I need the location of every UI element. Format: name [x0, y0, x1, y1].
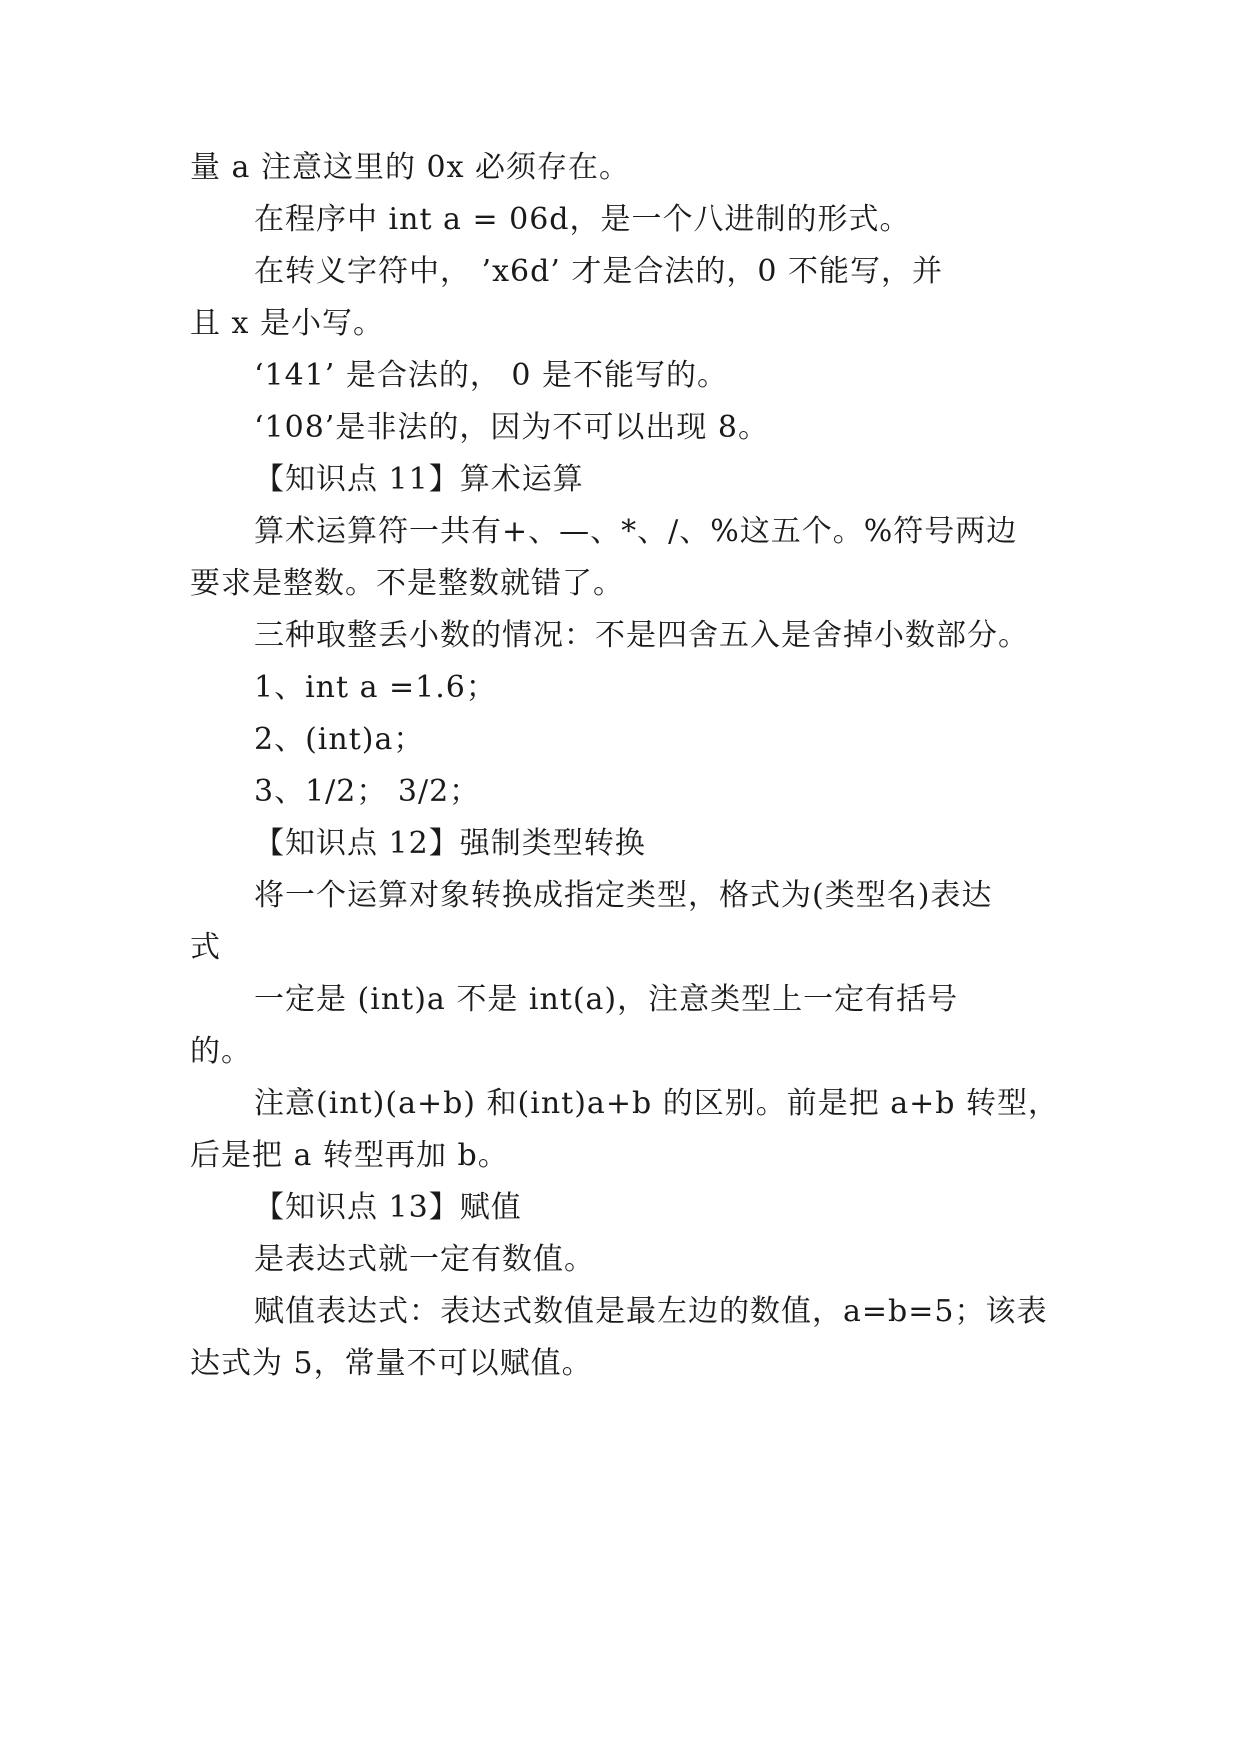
text-line: 赋值表达式：表达式数值是最左边的数值，a=b=5；该表	[254, 1294, 1048, 1329]
text-line: 要求是整数。不是整数就错了。	[190, 566, 624, 601]
text-line: 在转义字符中， ’x6d’ 才是合法的，0 不能写，并	[254, 254, 943, 289]
text-line: 在程序中 int a = 06d，是一个八进制的形式。	[254, 202, 911, 237]
text-line: 后是把 a 转型再加 b。	[190, 1138, 509, 1173]
text-line: ‘141’ 是合法的， 0 是不能写的。	[254, 358, 729, 393]
code-line: 1、int a =1.6；	[254, 670, 497, 705]
text-line: 的。	[190, 1034, 252, 1069]
text-line: 注意(int)(a+b) 和(int)a+b 的区别。前是把 a+b 转型，	[254, 1086, 1059, 1121]
text-line: 是表达式就一定有数值。	[254, 1242, 595, 1277]
text-line: ‘108’是非法的，因为不可以出现 8。	[254, 410, 769, 445]
section-heading: 【知识点 11】算术运算	[254, 462, 584, 497]
text-line: 一定是 (int)a 不是 int(a)，注意类型上一定有括号	[254, 982, 959, 1017]
text-line: 且 x 是小写。	[190, 306, 384, 341]
code-line: 3、1/2； 3/2；	[254, 774, 481, 809]
text-line: 将一个运算对象转换成指定类型，格式为(类型名)表达	[254, 878, 993, 913]
text-line: 达式为 5，常量不可以赋值。	[190, 1346, 593, 1381]
text-line: 量 a 注意这里的 0x 必须存在。	[190, 150, 631, 185]
code-line: 2、(int)a；	[254, 722, 425, 757]
text-line: 三种取整丢小数的情况：不是四舍五入是舍掉小数部分。	[254, 618, 1029, 653]
section-heading: 【知识点 13】赋值	[254, 1190, 522, 1225]
section-heading: 【知识点 12】强制类型转换	[254, 826, 646, 861]
text-line: 式	[190, 930, 221, 965]
text-line: 算术运算符一共有+、—、*、/、%这五个。%符号两边	[254, 514, 1018, 549]
